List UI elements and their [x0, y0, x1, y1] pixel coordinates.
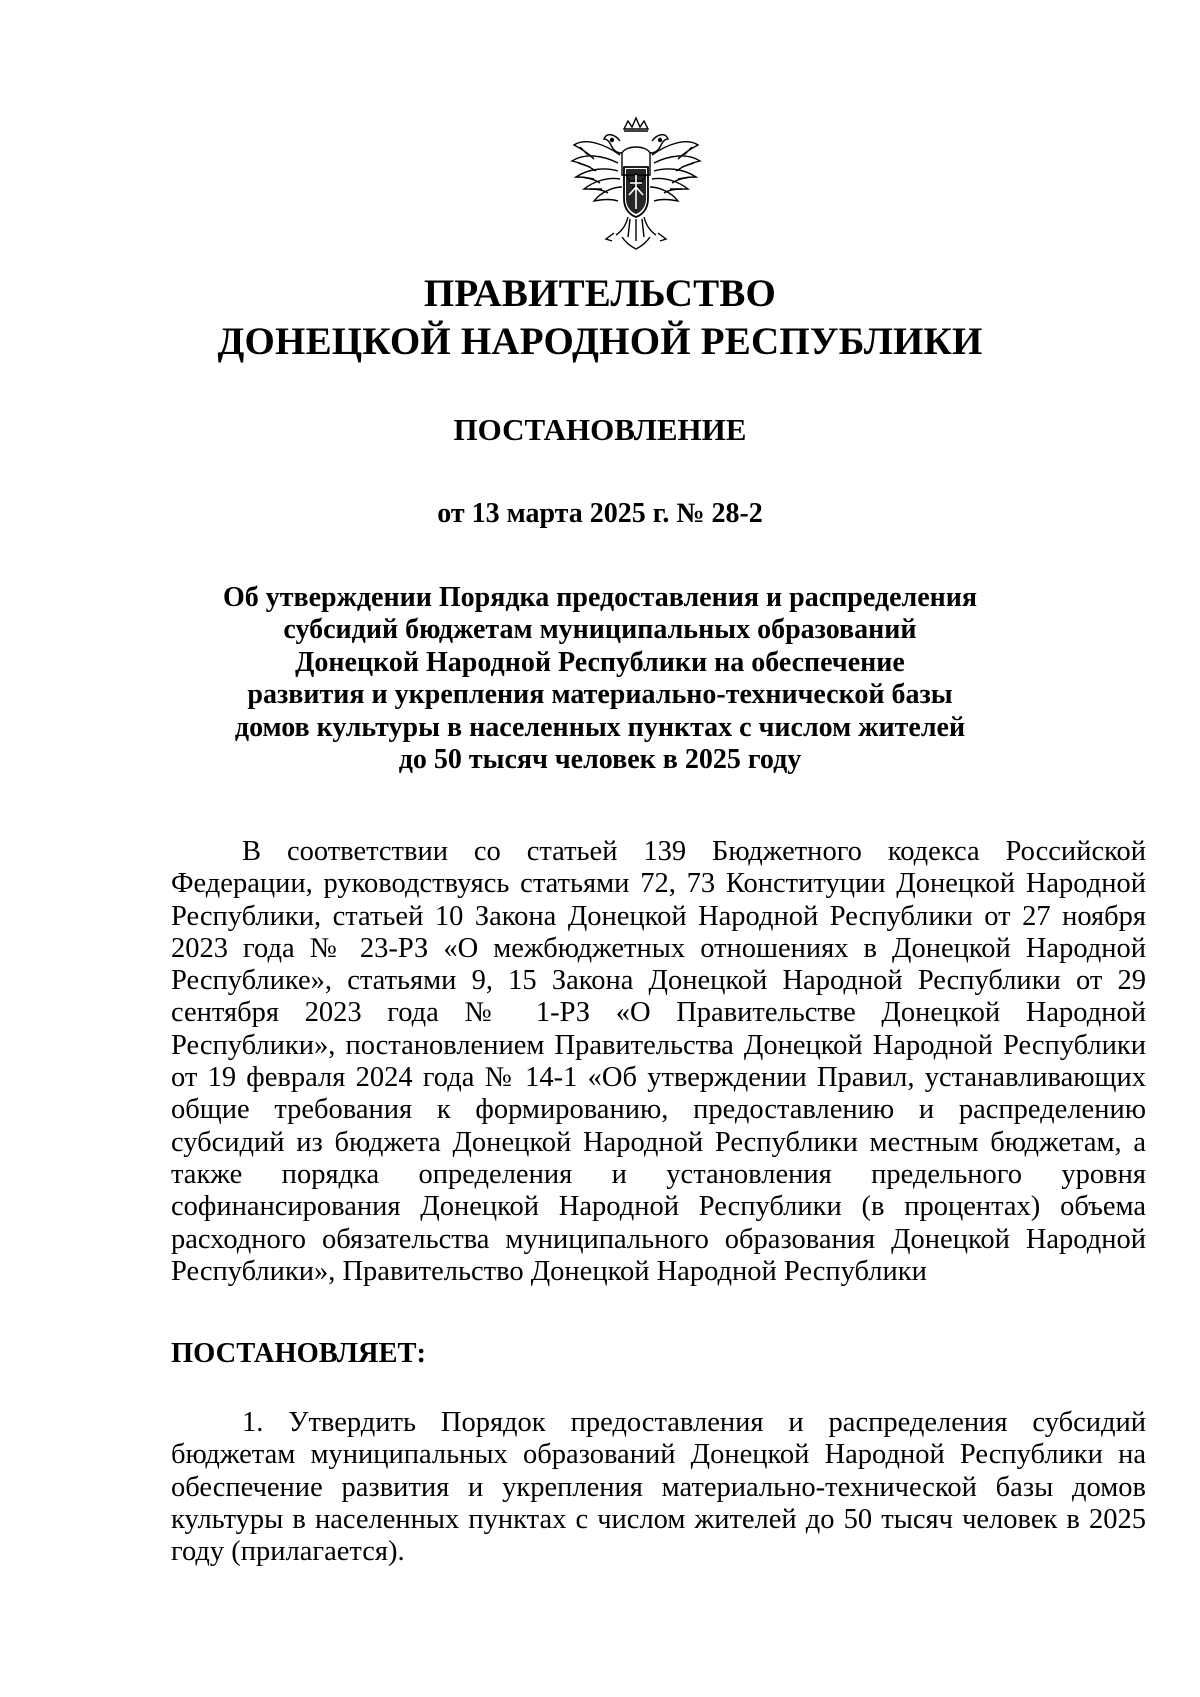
resolves-heading: ПОСТАНОВЛЯЕТ: — [171, 1338, 427, 1369]
government-line-2: ДОНЕЦКОЙ НАРОДНОЙ РЕСПУБЛИКИ — [217, 320, 983, 363]
government-line-1: ПРАВИТЕЛЬСТВО — [423, 272, 777, 315]
government-heading — [0, 270, 1200, 366]
dpr-coat-of-arms-icon — [566, 115, 706, 257]
document-date-number: от 13 марта 2025 г. № 28-2 — [437, 498, 763, 529]
title-line: Донецкой Народной Республики на обеспечение — [295, 646, 905, 678]
title-line: домов культуры в населенных пунктах с числом жителей — [234, 711, 966, 743]
clause-1-paragraph: 1. Утвердить Порядок предоставления и распределения субсидий бюджетам муниципальных образований Донецкой Народной Республики на обеспечение развития и укрепления материально-технической базы домов культуры в населенных пунктах с числом жителей до 50 тысяч человек в 2025 году (прилагается). — [171, 1407, 1146, 1568]
document-title — [180, 582, 1020, 776]
title-line: до 50 тысяч человек в 2025 году — [398, 744, 802, 776]
title-line: Об утверждении Порядка предоставления и распределения — [222, 582, 978, 613]
document-type: ПОСТАНОВЛЕНИЕ — [453, 412, 747, 447]
title-line: развития и укрепления материально-технической базы — [247, 679, 953, 711]
title-line: субсидий бюджетам муниципальных образований — [283, 614, 917, 646]
preamble-paragraph: В соответствии со статьей 139 Бюджетного кодекса Российской Федерации, руководствуясь статьями 72, 73 Конституции Донецкой Народной Республики, статьей 10 Закона Донецкой Народной Республики от 27 ноября 2023 года № 23-РЗ «О межбюджетных отношениях в Донецкой Народной Республике», статьями 9, 15 Закона Донецкой Народной Республики от 29 сентября 2023 года № 1-РЗ «О Правительстве Донецкой Народной Республики», постановлением Правительства Донецкой Народной Республики от 19 февраля 2024 года № 14-1 «Об утверждении Правил, устанавливающих общие требования к формированию, предоставлению и распределению субсидий из бюджета Донецкой Народной Республики местным бюджетам, а также порядка определения и установления предельного уровня софинансирования Донецкой Народной Республики (в процентах) объема расходного обязательства муниципального образования Донецкой Народной Республики», Правительство Донецкой Народной Республики — [171, 836, 1146, 1287]
